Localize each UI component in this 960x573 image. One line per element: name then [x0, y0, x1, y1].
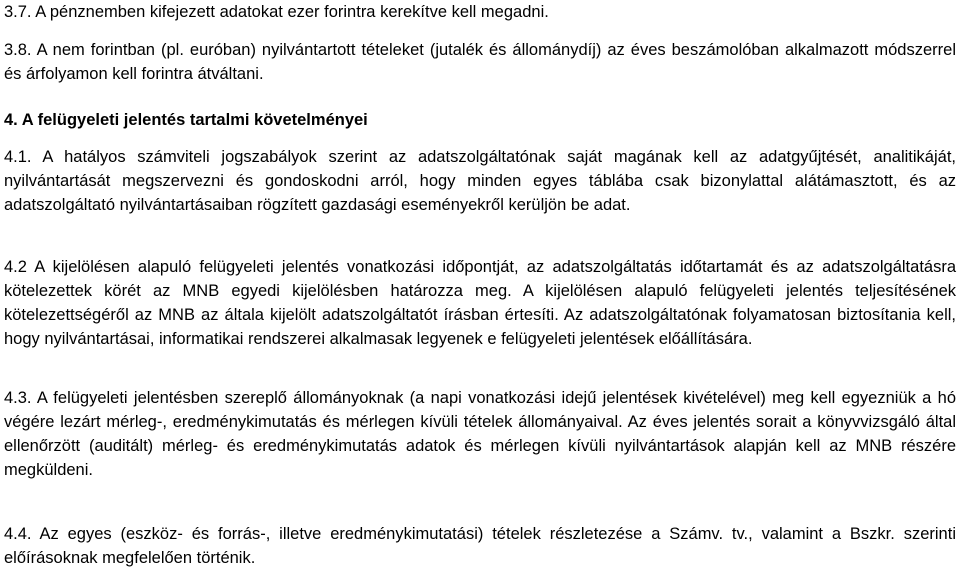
paragraph-4-2: 4.2 A kijelölésen alapuló felügyeleti jelentés vonatkozási időpontját, az adatszolgáltatás időtartamát és az adatszolgáltatásra kötelezettek körét az MNB egyedi kijelölésben határozza meg. A kijelölésen alapuló felügyeleti jelentés teljesítésének kötelezettségéről az MNB az általa kijelölt adatszolgáltatót írásban értesíti. Az adatszolgáltatónak folyamatosan biztosítania kell, hogy nyilvántartásai, informatikai rendszerei alkalmasak legyenek e felügyeleti jelentések előállítására. [4, 258, 956, 348]
section-4-heading: 4. A felügyeleti jelentés tartalmi követelményei [4, 111, 368, 129]
paragraph-3-7: 3.7. A pénznemben kifejezett adatokat ezer forintra kerekítve kell megadni. [4, 3, 549, 21]
paragraph-4-4: 4.4. Az egyes (eszköz- és forrás-, illetve eredménykimutatási) tételek részletezése a Számv. tv., valamint a Bszkr. szerinti előírásoknak megfelelően történik. [4, 525, 956, 567]
paragraph-4-3: 4.3. A felügyeleti jelentésben szereplő állományoknak (a napi vonatkozási idejű jelentések kivételével) meg kell egyezniük a hó végére lezárt mérleg-, eredménykimutatás és mérlegen kívüli tételek állományaival. Az éves jelentés sorait a könyvvizsgáló által ellenőrzött (auditált) mérleg- és eredménykimutatás adatok és mérlegen kívüli nyilvántartások alapján kell az MNB részére megküldeni. [4, 389, 956, 479]
paragraph-3-8: 3.8. A nem forintban (pl. euróban) nyilvántartott tételeket (jutalék és állománydíj) az éves beszámolóban alkalmazott módszerrel és árfolyamon kell forintra átváltani. [4, 41, 956, 83]
paragraph-4-1: 4.1. A hatályos számviteli jogszabályok szerint az adatszolgáltatónak saját magának kell az adatgyűjtését, analitikáját, nyilvántartását megszervezni és gondoskodni arról, hogy minden egyes táblába csak bizonylattal alátámasztott, és az adatszolgáltató nyilvántartásaiban rögzített gazdasági eseményekről kerüljön be adat. [4, 148, 956, 214]
